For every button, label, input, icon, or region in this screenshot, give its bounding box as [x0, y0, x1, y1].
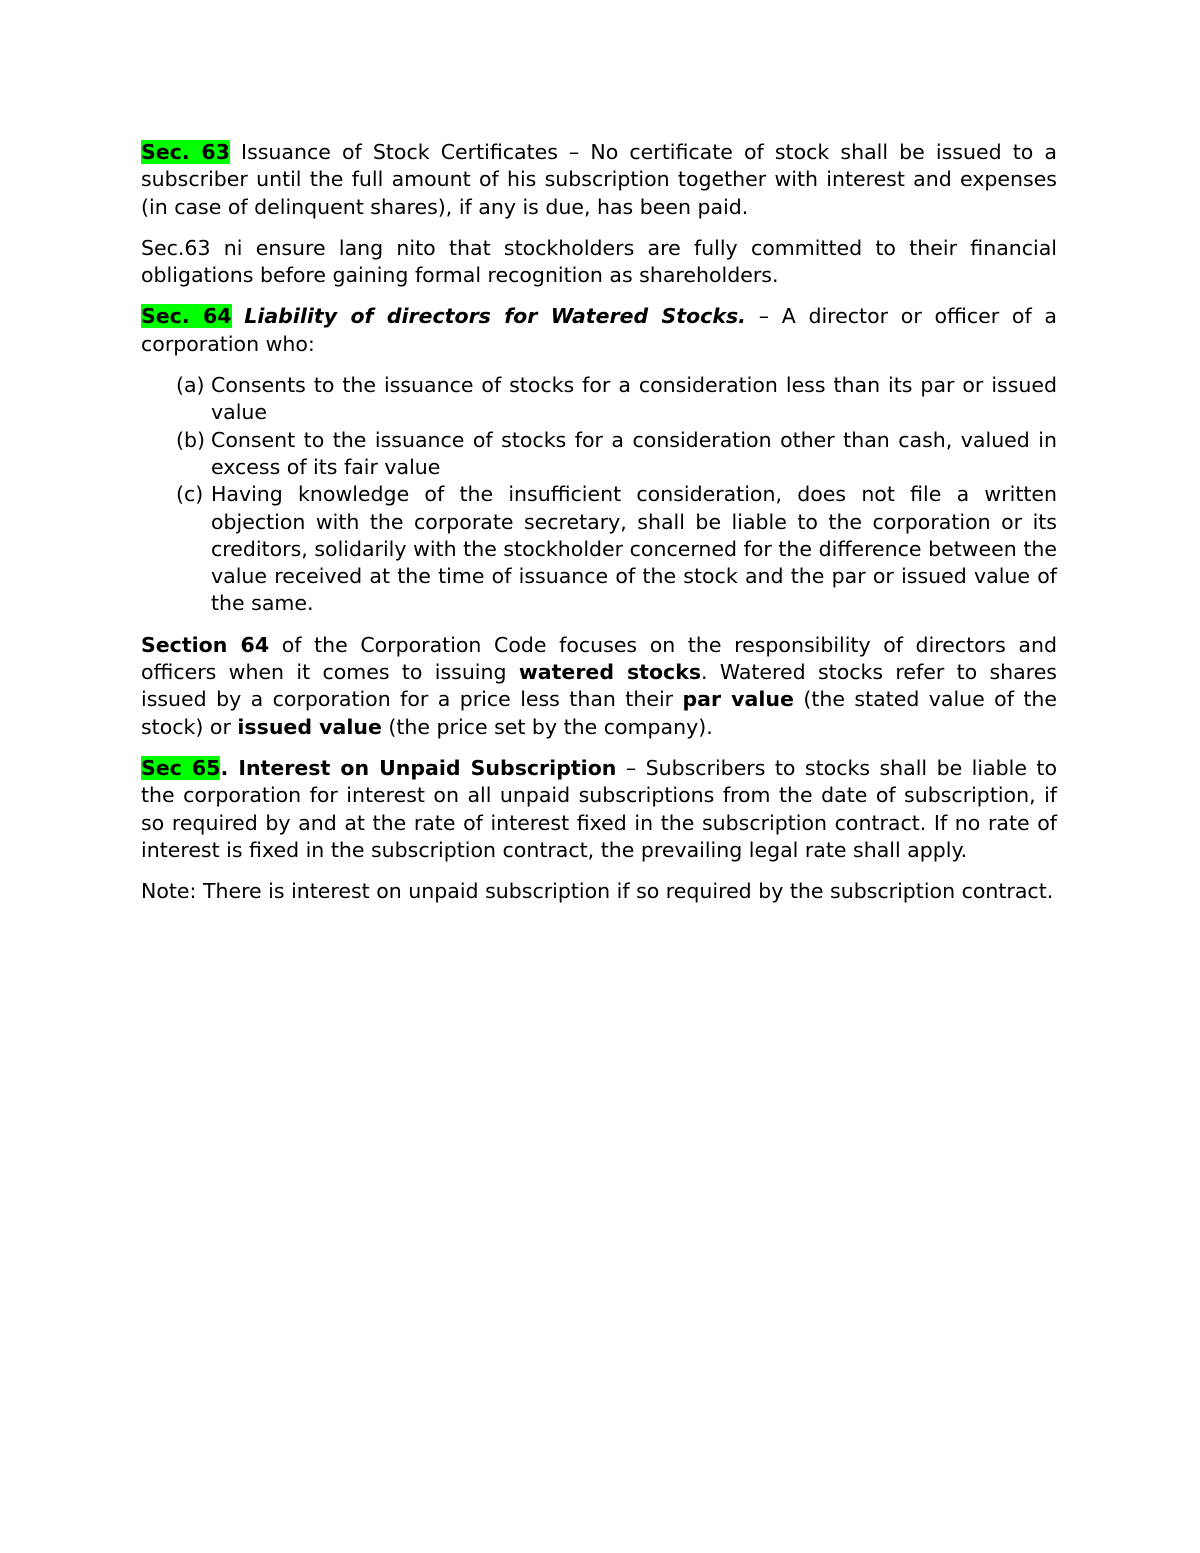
sec65-title: . Interest on Unpaid Subscription — [220, 755, 617, 780]
document-page — [141, 139, 1057, 919]
list-item — [141, 481, 1057, 617]
watered-stocks-term: watered stocks — [518, 660, 702, 685]
note-paragraph: Note: There is interest on unpaid subscription if so required by the subscription contract. — [141, 879, 1054, 904]
explain-text-2: . Watered stocks refer to shares issued by a corporation for a price less than their — [141, 660, 1057, 712]
sec64-explanation-paragraph — [141, 632, 1057, 741]
list-item — [141, 427, 1057, 482]
list-marker: (b) — [176, 427, 206, 452]
sec63-highlight: Sec. 63 — [141, 140, 230, 164]
sec64-list — [141, 372, 1057, 618]
explain-text-4: (the price set by the company). — [381, 714, 713, 739]
explain-text-1: of the Corporation Code focuses on the responsibility of directors and officers when it comes to issuing — [141, 632, 1057, 685]
section64-lead: Section 64 — [141, 632, 270, 657]
sec65-text: – Subscribers to stocks shall be liable to the corporation for interest on all unpaid subscriptions from the date of subscription, if so required by and at the rate of interest fixed in the subscription contract. If no rate of interest is fixed in the subscription contract, the prevailing legal rate shall apply. — [141, 755, 1058, 862]
sec64-title: Liability of directors for Watered Stocks. — [244, 304, 746, 329]
sec65-paragraph — [141, 755, 1057, 864]
list-marker: (c) — [176, 482, 204, 507]
list-item-text: Consents to the issuance of stocks for a consideration less than its par or issued value — [211, 373, 1057, 425]
sec64-highlight: Sec. 64 — [141, 304, 232, 329]
par-value-term: par value — [682, 687, 794, 712]
sec64-paragraph — [141, 303, 1057, 358]
list-item-text: Consent to the issuance of stocks for a consideration other than cash, valued in excess of its fair value — [211, 427, 1057, 479]
list-item-text: Having knowledge of the insufficient consideration, does not file a written objection with the corporate secretary, shall be liable to the corporation or its creditors, solidarily with the stockholder concerned for the difference between the value received at the time of issuance of the stock and the par or issued value of the same. — [211, 482, 1057, 616]
sec64-text: – A director or officer of a corporation who: — [141, 304, 1057, 356]
sec65-highlight: Sec 65 — [141, 755, 221, 780]
issued-value-term: issued value — [237, 714, 382, 739]
sec63-paragraph — [141, 139, 1057, 221]
list-marker: (a) — [176, 373, 205, 398]
explain-text-3: (the stated value of the stock) or — [141, 687, 1058, 739]
sec63-text: Issuance of Stock Certificates – No certificate of stock shall be issued to a subscriber until the full amount of his subscription together with interest and expenses (in case of delinquent shares), if any is due, has been paid. — [141, 140, 1057, 219]
sec63-note-paragraph: Sec.63 ni ensure lang nito that stockholders are fully committed to their financial obligations before gaining formal recognition as shareholders. — [141, 235, 1057, 288]
list-item — [141, 372, 1057, 427]
